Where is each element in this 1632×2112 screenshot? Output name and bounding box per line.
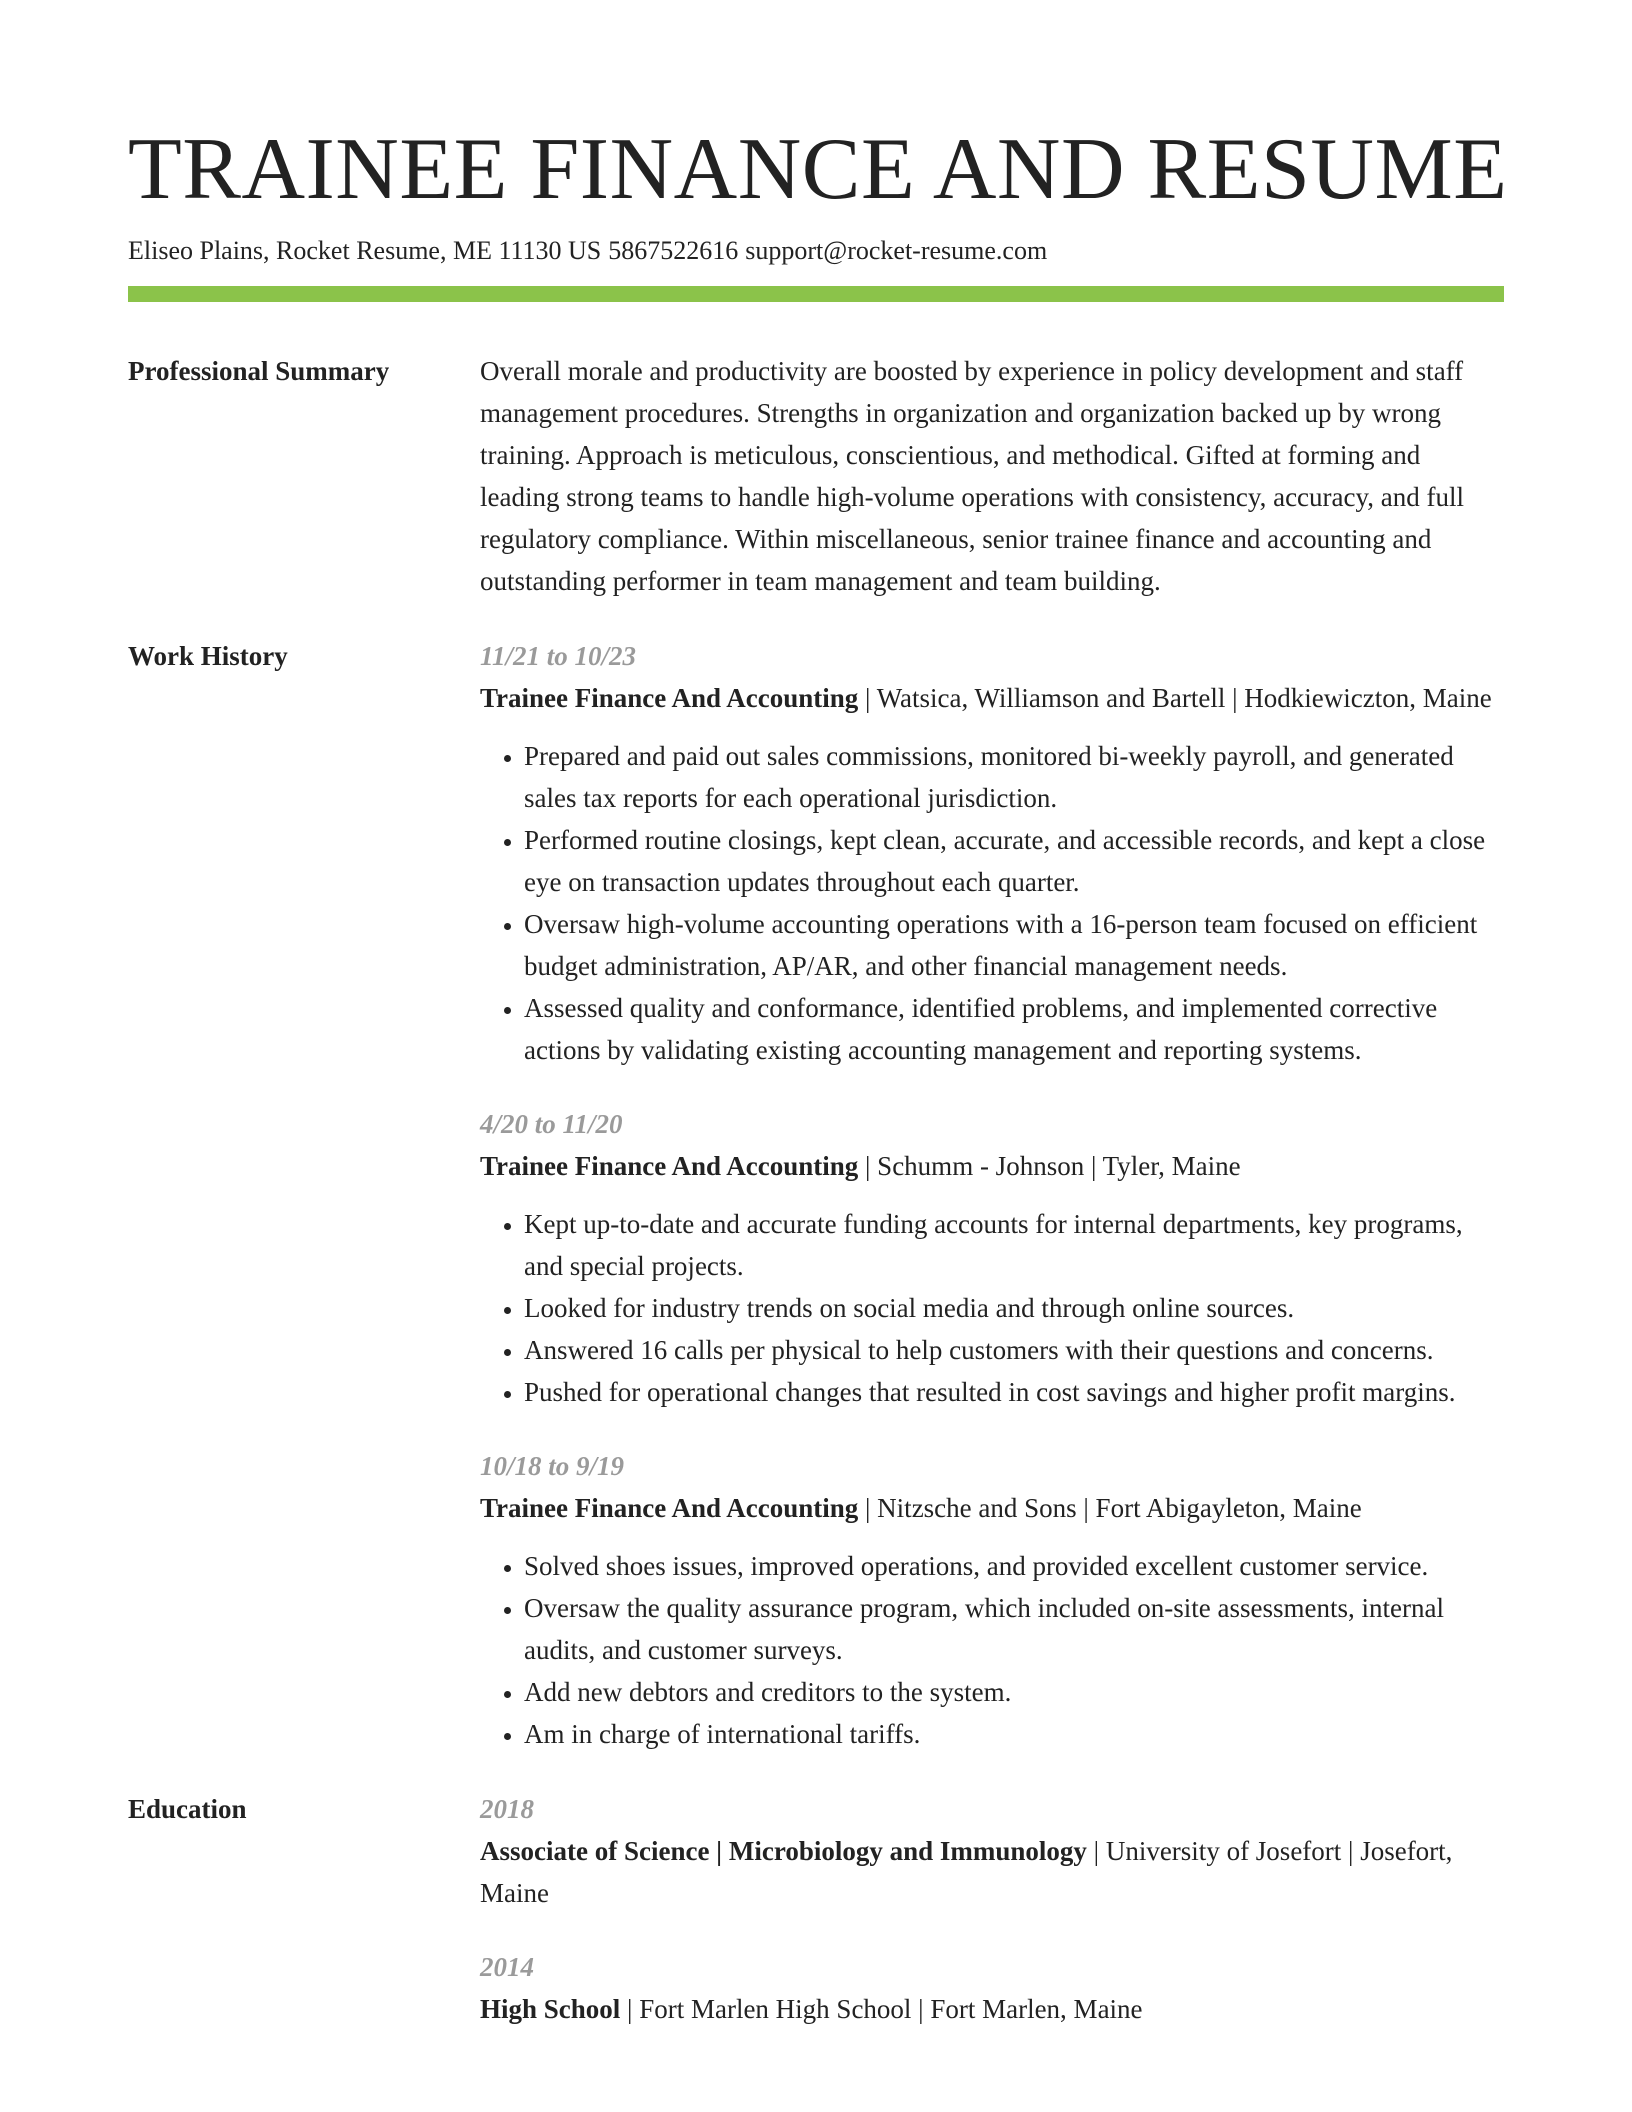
job-bullets — [480, 1545, 1504, 1755]
job-bullet: • Performed routine closings, kept clean, accurate, and accessible records, and kept a close eye on transaction updates throughout each quarter. — [524, 819, 1504, 903]
work-history-heading: Work History — [128, 641, 288, 671]
job-entry — [480, 1103, 1504, 1413]
job-bullets — [480, 735, 1504, 1071]
education-heading: Education — [128, 1794, 247, 1824]
summary-text: Overall morale and productivity are boosted by experience in policy development and staff management procedures. Strengths in organization and organization backed up by wrong training. Approach is meticulous, conscientious, and methodical. Gifted at forming and leading strong teams to handle high-volume operations with consistency, accuracy, and full regulatory compliance. Within miscellaneous, senior trainee finance and accounting and outstanding performer in team management and team building. — [480, 356, 1464, 596]
job-bullet: • Am in charge of international tariffs. — [524, 1713, 1504, 1755]
education-heading-line — [480, 1830, 1504, 1914]
job-entry — [480, 635, 1504, 1071]
job-role: Trainee Finance And Accounting — [480, 1151, 859, 1181]
resume-page — [128, 118, 1508, 2030]
job-role: Trainee Finance And Accounting — [480, 683, 859, 713]
accent-divider — [128, 286, 1504, 302]
job-dates: 4/20 to 11/20 — [480, 1109, 623, 1139]
job-details: | Watsica, Williamson and Bartell | Hodkiewiczton, Maine — [858, 683, 1492, 713]
job-bullet: • Assessed quality and conformance, identified problems, and implemented corrective actions by validating existing accounting management and reporting systems. — [524, 987, 1504, 1071]
contact-line — [128, 234, 1504, 268]
job-bullets — [480, 1203, 1504, 1413]
contact-address: Eliseo Plains, Rocket Resume, ME 11130 US — [128, 236, 602, 265]
work-history-section — [128, 635, 1504, 1755]
education-year: 2018 — [480, 1794, 534, 1824]
education-details: | University of Josefort | Josefort, Maine — [480, 1836, 1453, 1908]
job-dates: 10/18 to 9/19 — [480, 1451, 625, 1481]
contact-email: support@rocket-resume.com — [745, 236, 1048, 265]
job-entry — [480, 1445, 1504, 1755]
job-bullet: • Prepared and paid out sales commissions, monitored bi-weekly payroll, and generated sales tax reports for each operational jurisdiction. — [524, 735, 1504, 819]
job-bullet: • Oversaw high-volume accounting operations with a 16-person team focused on efficient budget administration, AP/AR, and other financial management needs. — [524, 903, 1504, 987]
education-entry — [480, 1788, 1504, 1914]
job-heading — [480, 1145, 1504, 1187]
job-role: Trainee Finance And Accounting — [480, 1493, 859, 1523]
job-dates: 11/21 to 10/23 — [480, 641, 637, 671]
job-details: | Schumm - Johnson | Tyler, Maine — [858, 1151, 1241, 1181]
job-bullet: • Oversaw the quality assurance program, which included on-site assessments, internal audits, and customer surveys. — [524, 1587, 1504, 1671]
resume-title: TRAINEE FINANCE AND RESUME — [128, 121, 1508, 218]
job-bullet: • Solved shoes issues, improved operations, and provided excellent customer service. — [524, 1545, 1504, 1587]
job-bullet: • Add new debtors and creditors to the system. — [524, 1671, 1504, 1713]
education-year: 2014 — [480, 1952, 534, 1982]
job-heading — [480, 1487, 1504, 1529]
job-bullet: • Kept up-to-date and accurate funding accounts for internal departments, key programs, and special projects. — [524, 1203, 1504, 1287]
summary-heading: Professional Summary — [128, 356, 390, 386]
education-entry — [480, 1946, 1504, 2030]
job-details: | Nitzsche and Sons | Fort Abigayleton, Maine — [858, 1493, 1362, 1523]
education-degree: High School — [480, 1994, 621, 2024]
summary-section — [128, 350, 1504, 602]
job-bullet: • Answered 16 calls per physical to help customers with their questions and concerns. — [524, 1329, 1504, 1371]
education-section — [128, 1788, 1504, 2030]
job-bullet: • Looked for industry trends on social media and through online sources. — [524, 1287, 1504, 1329]
contact-phone: 5867522616 — [608, 236, 739, 265]
job-heading — [480, 677, 1504, 719]
education-heading-line — [480, 1988, 1504, 2030]
job-bullet: • Pushed for operational changes that resulted in cost savings and higher profit margins. — [524, 1371, 1504, 1413]
education-details: | Fort Marlen High School | Fort Marlen, Maine — [620, 1994, 1143, 2024]
education-degree: Associate of Science | Microbiology and Immunology — [480, 1836, 1087, 1866]
